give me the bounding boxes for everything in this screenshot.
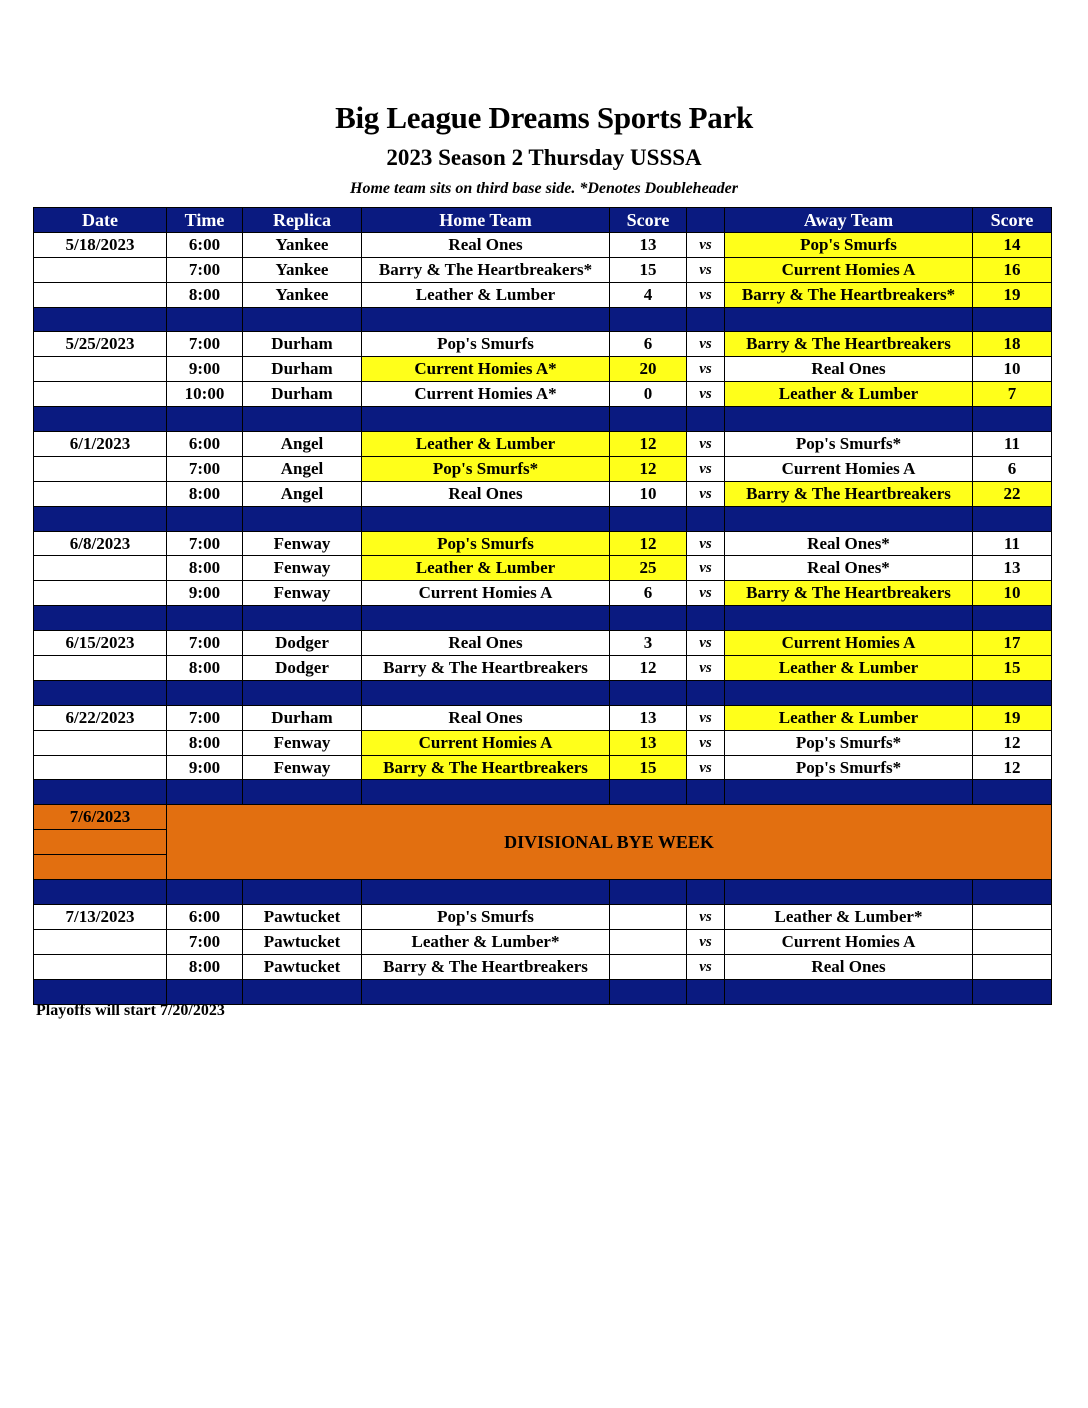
game-replica: Yankee (243, 232, 362, 257)
away-score: 11 (973, 432, 1052, 457)
separator-cell (34, 979, 167, 1004)
away-score: 14 (973, 232, 1052, 257)
away-team: Pop's Smurfs* (725, 755, 973, 780)
game-date-empty (34, 257, 167, 282)
col-away-score: Score (973, 208, 1052, 233)
separator-row (34, 979, 1052, 1004)
col-date: Date (34, 208, 167, 233)
separator-cell (610, 307, 687, 332)
away-team: Barry & The Heartbreakers (725, 581, 973, 606)
separator-row (34, 506, 1052, 531)
game-row (34, 481, 1052, 506)
game-row (34, 904, 1052, 929)
game-replica: Durham (243, 332, 362, 357)
home-score: 13 (610, 705, 687, 730)
game-row (34, 556, 1052, 581)
vs-label: vs (687, 631, 725, 656)
home-score: 25 (610, 556, 687, 581)
game-replica: Fenway (243, 755, 362, 780)
away-score: 19 (973, 282, 1052, 307)
game-row (34, 531, 1052, 556)
separator-cell (167, 979, 243, 1004)
game-date: 6/8/2023 (34, 531, 167, 556)
vs-label: vs (687, 332, 725, 357)
vs-label: vs (687, 357, 725, 382)
away-team: Pop's Smurfs (725, 232, 973, 257)
game-row (34, 332, 1052, 357)
game-time: 7:00 (167, 531, 243, 556)
vs-label: vs (687, 382, 725, 407)
separator-cell (725, 407, 973, 432)
separator-cell (973, 307, 1052, 332)
separator-cell (725, 880, 973, 905)
separator-row (34, 680, 1052, 705)
game-date-empty (34, 481, 167, 506)
bye-cell (34, 830, 167, 855)
home-team: Leather & Lumber* (362, 929, 610, 954)
separator-cell (973, 880, 1052, 905)
separator-cell (687, 880, 725, 905)
away-score: 19 (973, 705, 1052, 730)
game-row (34, 357, 1052, 382)
game-date-empty (34, 382, 167, 407)
game-row (34, 631, 1052, 656)
separator-cell (243, 407, 362, 432)
game-time: 8:00 (167, 556, 243, 581)
separator-cell (34, 680, 167, 705)
vs-label: vs (687, 929, 725, 954)
game-replica: Durham (243, 382, 362, 407)
game-row (34, 232, 1052, 257)
bye-week-label: DIVISIONAL BYE WEEK (167, 805, 1052, 880)
home-team: Barry & The Heartbreakers (362, 656, 610, 681)
col-replica: Replica (243, 208, 362, 233)
away-score: 18 (973, 332, 1052, 357)
away-score: 6 (973, 456, 1052, 481)
game-time: 7:00 (167, 705, 243, 730)
home-team: Barry & The Heartbreakers (362, 755, 610, 780)
separator-cell (243, 880, 362, 905)
playoffs-note: Playoffs will start 7/20/2023 (36, 1002, 225, 1019)
separator-cell (687, 979, 725, 1004)
home-score: 6 (610, 332, 687, 357)
game-date: 5/25/2023 (34, 332, 167, 357)
away-team: Real Ones (725, 954, 973, 979)
game-time: 8:00 (167, 481, 243, 506)
separator-cell (362, 307, 610, 332)
vs-label: vs (687, 904, 725, 929)
game-row (34, 581, 1052, 606)
game-row (34, 730, 1052, 755)
home-score: 4 (610, 282, 687, 307)
home-team: Leather & Lumber (362, 556, 610, 581)
game-row (34, 954, 1052, 979)
vs-label: vs (687, 556, 725, 581)
separator-cell (34, 880, 167, 905)
vs-label: vs (687, 954, 725, 979)
vs-label: vs (687, 481, 725, 506)
separator-cell (34, 307, 167, 332)
col-home-team: Home Team (362, 208, 610, 233)
separator-row (34, 780, 1052, 805)
home-score: 10 (610, 481, 687, 506)
away-score: 11 (973, 531, 1052, 556)
game-time: 6:00 (167, 232, 243, 257)
separator-row (34, 407, 1052, 432)
separator-cell (687, 606, 725, 631)
separator-cell (362, 880, 610, 905)
vs-label: vs (687, 456, 725, 481)
home-score: 12 (610, 656, 687, 681)
separator-cell (610, 506, 687, 531)
separator-cell (610, 407, 687, 432)
home-score: 13 (610, 232, 687, 257)
vs-label: vs (687, 232, 725, 257)
away-score (973, 904, 1052, 929)
separator-row (34, 880, 1052, 905)
home-team: Pop's Smurfs (362, 904, 610, 929)
home-team: Current Homies A (362, 581, 610, 606)
vs-label: vs (687, 730, 725, 755)
away-team: Current Homies A (725, 929, 973, 954)
game-date: 6/1/2023 (34, 432, 167, 457)
separator-cell (687, 307, 725, 332)
game-date-empty (34, 556, 167, 581)
vs-label: vs (687, 656, 725, 681)
game-replica: Angel (243, 432, 362, 457)
game-time: 6:00 (167, 904, 243, 929)
game-date-empty (34, 581, 167, 606)
game-time: 8:00 (167, 282, 243, 307)
game-time: 8:00 (167, 730, 243, 755)
home-team: Leather & Lumber (362, 432, 610, 457)
game-replica: Fenway (243, 531, 362, 556)
schedule-note: Home team sits on third base side. *Denotes Doubleheader (350, 180, 738, 197)
away-team: Pop's Smurfs* (725, 730, 973, 755)
game-time: 8:00 (167, 656, 243, 681)
game-replica: Pawtucket (243, 904, 362, 929)
schedule-body (34, 232, 1052, 1004)
game-row (34, 257, 1052, 282)
home-score (610, 904, 687, 929)
game-row (34, 282, 1052, 307)
away-score: 10 (973, 581, 1052, 606)
game-time: 7:00 (167, 456, 243, 481)
separator-cell (973, 606, 1052, 631)
separator-cell (973, 780, 1052, 805)
separator-cell (687, 506, 725, 531)
separator-cell (610, 606, 687, 631)
game-replica: Pawtucket (243, 954, 362, 979)
separator-cell (610, 979, 687, 1004)
home-team: Real Ones (362, 481, 610, 506)
game-time: 7:00 (167, 332, 243, 357)
game-time: 9:00 (167, 755, 243, 780)
home-score: 15 (610, 257, 687, 282)
away-score: 15 (973, 656, 1052, 681)
col-home-score: Score (610, 208, 687, 233)
season-subtitle: 2023 Season 2 Thursday USSSA (386, 145, 702, 170)
game-row (34, 705, 1052, 730)
col-vs (687, 208, 725, 233)
col-time: Time (167, 208, 243, 233)
home-team: Pop's Smurfs* (362, 456, 610, 481)
game-replica: Yankee (243, 257, 362, 282)
away-team: Real Ones* (725, 531, 973, 556)
game-date-empty (34, 656, 167, 681)
separator-cell (243, 307, 362, 332)
separator-cell (34, 780, 167, 805)
away-score: 7 (973, 382, 1052, 407)
game-date: 7/13/2023 (34, 904, 167, 929)
game-date-empty (34, 456, 167, 481)
separator-cell (243, 780, 362, 805)
home-team: Pop's Smurfs (362, 531, 610, 556)
separator-row (34, 606, 1052, 631)
separator-cell (687, 680, 725, 705)
separator-row (34, 307, 1052, 332)
game-date-empty (34, 954, 167, 979)
separator-cell (243, 506, 362, 531)
home-team: Real Ones (362, 232, 610, 257)
bye-cell (34, 855, 167, 880)
game-replica: Angel (243, 481, 362, 506)
separator-cell (243, 680, 362, 705)
game-time: 10:00 (167, 382, 243, 407)
away-team: Leather & Lumber* (725, 904, 973, 929)
separator-cell (362, 780, 610, 805)
separator-cell (725, 506, 973, 531)
game-date: 7/6/2023 (34, 805, 167, 830)
game-row (34, 755, 1052, 780)
game-replica: Fenway (243, 556, 362, 581)
away-score: 16 (973, 257, 1052, 282)
away-score: 17 (973, 631, 1052, 656)
home-score (610, 929, 687, 954)
vs-label: vs (687, 531, 725, 556)
col-away-team: Away Team (725, 208, 973, 233)
game-time: 7:00 (167, 929, 243, 954)
vs-label: vs (687, 432, 725, 457)
away-team: Pop's Smurfs* (725, 432, 973, 457)
game-replica: Pawtucket (243, 929, 362, 954)
home-score: 3 (610, 631, 687, 656)
vs-label: vs (687, 755, 725, 780)
separator-cell (362, 680, 610, 705)
away-score: 12 (973, 730, 1052, 755)
away-score: 13 (973, 556, 1052, 581)
away-team: Leather & Lumber (725, 705, 973, 730)
away-team: Barry & The Heartbreakers (725, 332, 973, 357)
away-team: Real Ones* (725, 556, 973, 581)
vs-label: vs (687, 282, 725, 307)
header-row (34, 208, 1052, 233)
game-date-empty (34, 730, 167, 755)
home-score (610, 954, 687, 979)
page-title: Big League Dreams Sports Park (335, 100, 753, 135)
vs-label: vs (687, 257, 725, 282)
separator-cell (167, 407, 243, 432)
vs-label: vs (687, 581, 725, 606)
away-team: Barry & The Heartbreakers (725, 481, 973, 506)
home-team: Real Ones (362, 631, 610, 656)
game-row (34, 456, 1052, 481)
home-team: Real Ones (362, 705, 610, 730)
home-score: 20 (610, 357, 687, 382)
game-row (34, 929, 1052, 954)
separator-cell (362, 979, 610, 1004)
vs-label: vs (687, 705, 725, 730)
home-score: 12 (610, 456, 687, 481)
game-replica: Durham (243, 705, 362, 730)
separator-cell (610, 680, 687, 705)
game-time: 7:00 (167, 257, 243, 282)
home-team: Barry & The Heartbreakers (362, 954, 610, 979)
game-time: 7:00 (167, 631, 243, 656)
home-score: 12 (610, 432, 687, 457)
separator-cell (725, 979, 973, 1004)
separator-cell (687, 780, 725, 805)
game-replica: Fenway (243, 581, 362, 606)
separator-cell (610, 780, 687, 805)
separator-cell (362, 606, 610, 631)
separator-cell (725, 606, 973, 631)
away-score: 22 (973, 481, 1052, 506)
separator-cell (167, 606, 243, 631)
away-team: Current Homies A (725, 631, 973, 656)
away-score: 12 (973, 755, 1052, 780)
separator-cell (973, 680, 1052, 705)
separator-cell (167, 780, 243, 805)
game-time: 9:00 (167, 581, 243, 606)
game-date: 5/18/2023 (34, 232, 167, 257)
separator-cell (973, 407, 1052, 432)
separator-cell (725, 307, 973, 332)
home-team: Current Homies A* (362, 382, 610, 407)
home-score: 15 (610, 755, 687, 780)
bye-row (34, 805, 1052, 830)
game-replica: Fenway (243, 730, 362, 755)
separator-cell (610, 880, 687, 905)
game-time: 9:00 (167, 357, 243, 382)
separator-cell (34, 506, 167, 531)
away-team: Leather & Lumber (725, 382, 973, 407)
away-team: Real Ones (725, 357, 973, 382)
game-date-empty (34, 929, 167, 954)
separator-cell (973, 979, 1052, 1004)
game-replica: Dodger (243, 631, 362, 656)
away-score (973, 954, 1052, 979)
away-team: Current Homies A (725, 456, 973, 481)
separator-cell (34, 407, 167, 432)
game-date-empty (34, 357, 167, 382)
home-team: Leather & Lumber (362, 282, 610, 307)
separator-cell (973, 506, 1052, 531)
game-replica: Angel (243, 456, 362, 481)
separator-cell (167, 307, 243, 332)
game-replica: Durham (243, 357, 362, 382)
separator-cell (243, 979, 362, 1004)
separator-cell (687, 407, 725, 432)
separator-cell (34, 606, 167, 631)
away-team: Leather & Lumber (725, 656, 973, 681)
game-time: 8:00 (167, 954, 243, 979)
separator-cell (725, 680, 973, 705)
game-date: 6/15/2023 (34, 631, 167, 656)
home-score: 0 (610, 382, 687, 407)
away-team: Current Homies A (725, 257, 973, 282)
game-date: 6/22/2023 (34, 705, 167, 730)
home-score: 13 (610, 730, 687, 755)
home-team: Current Homies A* (362, 357, 610, 382)
game-row (34, 382, 1052, 407)
separator-cell (167, 680, 243, 705)
game-date-empty (34, 755, 167, 780)
separator-cell (362, 407, 610, 432)
game-replica: Yankee (243, 282, 362, 307)
separator-cell (167, 880, 243, 905)
home-team: Current Homies A (362, 730, 610, 755)
away-score: 10 (973, 357, 1052, 382)
game-date-empty (34, 282, 167, 307)
separator-cell (243, 606, 362, 631)
schedule-table (33, 207, 1052, 1005)
separator-cell (167, 506, 243, 531)
away-team: Barry & The Heartbreakers* (725, 282, 973, 307)
game-time: 6:00 (167, 432, 243, 457)
home-score: 12 (610, 531, 687, 556)
home-team: Barry & The Heartbreakers* (362, 257, 610, 282)
game-replica: Dodger (243, 656, 362, 681)
game-row (34, 656, 1052, 681)
home-team: Pop's Smurfs (362, 332, 610, 357)
home-score: 6 (610, 581, 687, 606)
game-row (34, 432, 1052, 457)
away-score (973, 929, 1052, 954)
separator-cell (362, 506, 610, 531)
separator-cell (725, 780, 973, 805)
